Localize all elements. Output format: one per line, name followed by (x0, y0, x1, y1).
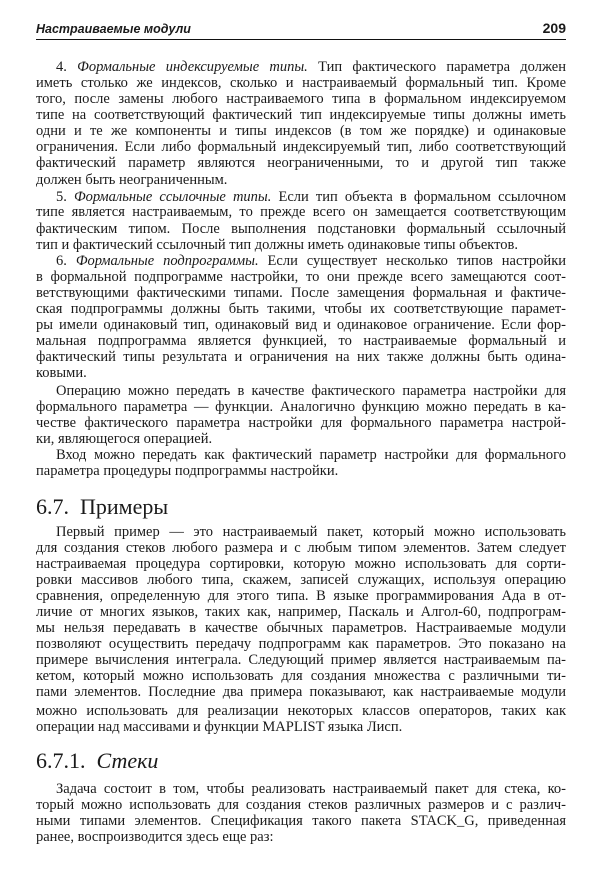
text-line (36, 719, 566, 735)
text-line (36, 797, 566, 813)
line-text: сравнения, определенную для этого типа. В языке программирования Ада в от- (36, 588, 566, 604)
text-line (36, 652, 566, 668)
text-line (36, 620, 566, 636)
line-text: Тип фактического параметра должен (307, 59, 566, 75)
text-line (36, 285, 566, 301)
line-text: ными типами элементов. Спецификация такого пакета STACK_G, приведенная (36, 813, 566, 829)
line-text: типе на соответствующий фактический тип индексируемые типы должны иметь (36, 107, 566, 123)
line-text: примере вычисления интеграла. Следующий пример является настраиваемым па- (36, 652, 566, 668)
text-line (36, 365, 566, 381)
text-line (36, 349, 566, 365)
line-text: ветствующими фактическими типами. После замещения формальная и фактиче- (36, 285, 566, 301)
text-line (36, 684, 566, 700)
line-text: пами элементов. Последние два примера показывают, как настраиваемые модули (36, 684, 566, 700)
text-line (36, 107, 566, 123)
line-text: для создания стеков любого размера и с любым типом элементов. Затем следует (36, 540, 566, 556)
italic-term: Формальные ссылочные типы. (73, 189, 272, 205)
line-text: мы нельзя передавать в качестве обычных параметров. Настраиваемые модули (36, 620, 566, 636)
line-text: настраиваемая процедура сортировки, которую можно использовать для сорти- (36, 556, 566, 572)
text-line (36, 91, 566, 107)
text-line (36, 172, 566, 188)
line-text: Первый пример — это настраиваемый пакет, который можно использовать (56, 524, 566, 540)
line-text: фактическим типом. После выполнения подстановки формальный ссылочный (36, 221, 566, 237)
line-text: параметра процедуры подпрограммы настройки. (36, 463, 339, 479)
running-header-title: Настраиваемые модули (36, 22, 191, 36)
line-text: Вход можно передать как фактический параметр настройки для формального (56, 447, 566, 463)
line-text: Операцию можно передать в качестве фактического параметра настройки для (56, 383, 566, 399)
text-line (36, 463, 566, 479)
line-text: тип и фактический ссылочный тип должны иметь одинаковые типы объектов. (36, 237, 519, 253)
list-number: 5. (56, 189, 74, 205)
section-title: Примеры (80, 494, 169, 519)
text-line (36, 604, 566, 620)
text-line (36, 269, 566, 285)
text-line (56, 781, 566, 797)
section-number: 6.7. (36, 494, 69, 519)
line-text: ры имели одинаковый тип, одинаковый вид и одинаковое ограничение. Если фор- (36, 317, 566, 333)
text-line (36, 556, 566, 572)
line-text: фактический типы результата и ограничения на них также должны быть одина- (36, 349, 566, 365)
text-line (36, 572, 566, 588)
line-text: ская подпрограммы должны быть такими, чтобы их соответствующие парамет- (36, 301, 566, 317)
header-rule (36, 39, 566, 40)
text-line (36, 139, 566, 155)
line-text: ровки массивов любого типа, скажем, записей служащих, используя операцию (36, 572, 566, 588)
line-text: того, после замены любого настраиваемого типа в формальном индексируемом (36, 91, 566, 107)
list-number: 6. (56, 253, 76, 269)
line-text: должен быть неограниченным. (36, 172, 228, 188)
italic-term: Формальные индексируемые типы. (77, 59, 308, 75)
text-line (36, 155, 566, 171)
line-text: личие от многих языков, таких как, например, Паскаль и Алгол-60, подпрограм- (36, 604, 566, 620)
text-line (36, 813, 566, 829)
text-line (36, 75, 566, 91)
text-line (36, 415, 566, 431)
line-text: типе является настраиваемым, то прежде всего он замещается соответствующим (36, 204, 566, 220)
text-line (56, 524, 566, 540)
text-line (36, 301, 566, 317)
text-line (36, 431, 566, 447)
text-line (56, 59, 566, 75)
text-line (36, 204, 566, 220)
line-text: честве фактического параметра настройки для формального параметра настрой- (36, 415, 566, 431)
text-line (36, 540, 566, 556)
text-line (36, 829, 566, 845)
line-text: ки, являющегося операцией. (36, 431, 213, 447)
line-text: иметь столько же индексов, сколько и настраиваемый формальный тип. Кроме (36, 75, 566, 91)
line-text: ковыми. (36, 365, 87, 381)
section-title: Стеки (96, 748, 159, 773)
text-line (56, 189, 566, 205)
text-line (36, 317, 566, 333)
line-text: Если тип объекта в формальном ссылочном (271, 189, 566, 205)
line-text: можно использовать для реализации некоторых классов операторов, таких как (36, 703, 566, 719)
text-line (36, 123, 566, 139)
line-text: Задача состоит в том, чтобы реализовать настраиваемый пакет для стека, ко- (56, 781, 566, 797)
text-line (36, 588, 566, 604)
text-line (56, 383, 566, 399)
line-text: операции над массивами и функции MAPLIST языка Лисп. (36, 719, 403, 735)
list-number: 4. (56, 59, 78, 75)
text-line (56, 253, 566, 269)
line-text: ранее, воспроизводится здесь еще раз: (36, 829, 274, 845)
text-line (56, 447, 566, 463)
line-text: ограничения. Если либо формальный индексируемый тип, либо соответствующий (36, 139, 566, 155)
line-text: в формальной подпрограмме настройки, то они прежде всего замещаются соот- (36, 269, 566, 285)
line-text: фактический параметр являются неограниченными, то и другой тип также (36, 155, 566, 171)
text-line (36, 703, 566, 719)
line-text: одни и те же компоненты и типы индексов (в том же порядке) и одинаковые (36, 123, 566, 139)
section-number: 6.7.1. (36, 748, 86, 773)
text-line (36, 221, 566, 237)
page-number: 209 (542, 20, 566, 36)
text-line (36, 237, 566, 253)
line-text: позволяют осуществить передачу подпрограмм как параметров. Это показано на (36, 636, 566, 652)
text-line (36, 668, 566, 684)
italic-term: Формальные подпрограммы. (75, 253, 259, 269)
section-heading (36, 494, 168, 520)
text-line (36, 333, 566, 349)
line-text: кетом, который можно использовать для создания множества с различными ти- (36, 668, 566, 684)
line-text: формального параметра — функции. Аналогично функцию можно передать в ка- (36, 399, 566, 415)
text-line (36, 636, 566, 652)
line-text: торый можно использовать для создания стеков различных размеров и с различ- (36, 797, 566, 813)
line-text: Если существует несколько типов настройки (258, 253, 566, 269)
text-line (36, 399, 566, 415)
section-heading (36, 748, 158, 774)
line-text: мальная подпрограмма является функцией, то настраиваемые формальный и (36, 333, 566, 349)
